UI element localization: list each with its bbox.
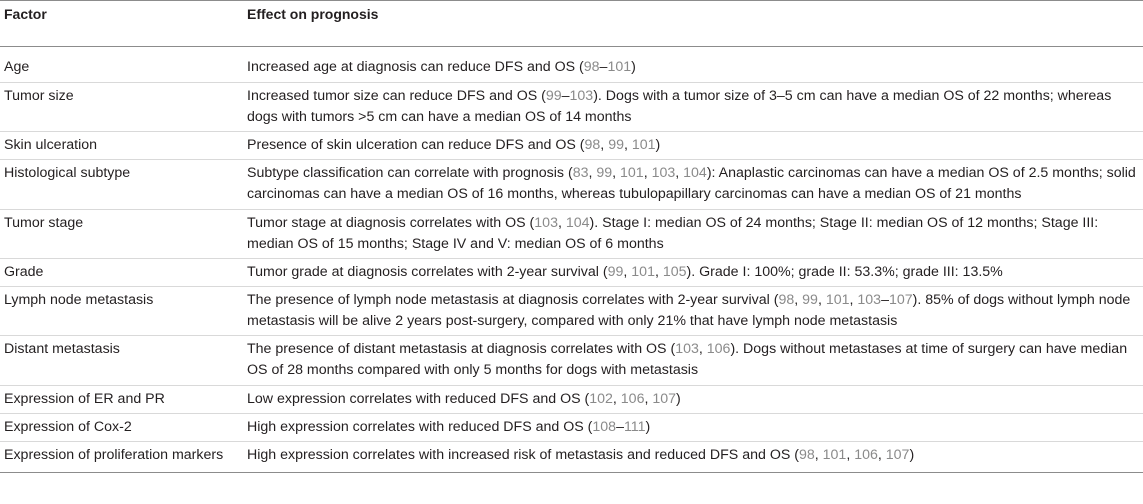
effect-cell	[247, 135, 1143, 156]
citation-link[interactable]: 101	[825, 292, 850, 308]
table-row	[0, 210, 1143, 259]
factor-cell: Expression of Cox-2	[4, 419, 132, 435]
citation-link[interactable]: 106	[620, 391, 645, 407]
effect-text: The presence of lymph node metastasis at diagnosis correlates with 2-year survival (	[247, 292, 779, 308]
effect-text: Subtype classification can correlate with prognosis (	[247, 165, 573, 181]
effect-text: –	[616, 419, 624, 435]
table-header	[0, 1, 1143, 47]
citation-link[interactable]: 107	[888, 292, 913, 308]
citation-link[interactable]: 103	[675, 341, 699, 357]
factor-cell: Skin ulceration	[4, 137, 98, 153]
citation-link[interactable]: 98	[584, 137, 601, 153]
effect-text: The presence of distant metastasis at diagnosis correlates with OS (	[247, 341, 676, 357]
citation-link[interactable]: 83	[572, 165, 589, 181]
citation-link[interactable]: 105	[662, 264, 687, 280]
citation-link[interactable]: 101	[607, 59, 632, 75]
effect-text: ,	[612, 165, 621, 181]
effect-text: Increased age at diagnosis can reduce DFS and OS (	[247, 59, 584, 75]
effect-cell	[247, 86, 1143, 128]
table-row	[0, 160, 1143, 210]
effect-text: ,	[698, 341, 707, 357]
effect-text: High expression correlates with reduced DFS and OS (	[247, 419, 593, 435]
citation-link[interactable]: 99	[608, 137, 624, 153]
table-body	[0, 47, 1143, 473]
effect-text: )	[645, 419, 651, 435]
effect-text: –	[561, 88, 570, 104]
effect-text: ). Stage I: median OS of 24 months; Stage II: median OS of 12 months; Stage III: median OS of 15 months; Stage IV and V: median OS of 6 months	[247, 215, 1099, 252]
citation-link[interactable]: 101	[631, 264, 655, 280]
effect-text: )	[909, 447, 915, 463]
effect-text: ,	[877, 447, 886, 463]
citation-link[interactable]: 99	[545, 88, 562, 104]
citation-link[interactable]: 101	[822, 447, 847, 463]
citation-link[interactable]: 107	[652, 391, 677, 407]
effect-cell	[247, 57, 1143, 78]
effect-cell	[247, 213, 1143, 255]
effect-text: ). Dogs without metastases at time of surgery can have median OS of 28 months compared with only 5 months for dogs with metastasis	[247, 341, 1128, 378]
effect-cell	[247, 290, 1143, 332]
table-row	[0, 287, 1143, 336]
effect-cell	[247, 339, 1143, 381]
citation-link[interactable]: 102	[589, 391, 613, 407]
effect-text: ,	[675, 165, 684, 181]
effect-cell	[247, 445, 1143, 466]
table-row	[0, 83, 1143, 132]
table-row	[0, 336, 1143, 386]
effect-text: ,	[817, 292, 826, 308]
effect-text: ). Dogs with a tumor size of 3–5 cm can have a median OS of 22 months; whereas dogs with tumors >5 cm can have a median OS of 14 months	[247, 88, 1112, 125]
effect-cell	[247, 417, 1143, 438]
effect-text: ,	[814, 447, 823, 463]
effect-text: –	[881, 292, 889, 308]
citation-link[interactable]: 99	[607, 264, 624, 280]
citation-link[interactable]: 103	[569, 88, 594, 104]
citation-link[interactable]: 106	[854, 447, 878, 463]
effect-cell	[247, 163, 1143, 205]
effect-text: –	[599, 59, 608, 75]
citation-link[interactable]: 99	[802, 292, 818, 308]
citation-link[interactable]: 107	[885, 447, 910, 463]
citation-link[interactable]: 104	[683, 165, 707, 181]
effect-text: Presence of skin ulceration can reduce DFS and OS (	[247, 137, 585, 153]
factor-cell: Distant metastasis	[4, 341, 120, 357]
effect-text: ,	[643, 165, 652, 181]
effect-text: ,	[644, 391, 653, 407]
effect-text: ,	[600, 137, 609, 153]
factor-cell: Expression of ER and PR	[4, 391, 165, 407]
effect-text: ,	[654, 264, 663, 280]
effect-text: Tumor stage at diagnosis correlates with OS (	[247, 215, 535, 231]
effect-text: ,	[612, 391, 621, 407]
citation-link[interactable]: 101	[620, 165, 644, 181]
citation-link[interactable]: 103	[857, 292, 882, 308]
table-row	[0, 259, 1143, 287]
citation-link[interactable]: 104	[565, 215, 590, 231]
effect-text: ,	[557, 215, 566, 231]
citation-link[interactable]: 101	[631, 137, 656, 153]
factor-cell: Expression of proliferation markers	[4, 447, 224, 463]
effect-text: ). 85% of dogs without lymph node metastasis will be alive 2 years post-surgery, compared with only 21% that have lymph node metastasis	[247, 292, 1131, 329]
citation-link[interactable]: 99	[596, 165, 613, 181]
citation-link[interactable]: 106	[706, 341, 731, 357]
effect-text: Increased tumor size can reduce DFS and OS (	[247, 88, 546, 104]
effect-text: ,	[623, 137, 632, 153]
effect-text: ,	[794, 292, 803, 308]
citation-link[interactable]: 98	[778, 292, 795, 308]
header-effect: Effect on prognosis	[247, 6, 379, 22]
citation-link[interactable]: 103	[651, 165, 676, 181]
effect-cell	[247, 389, 1143, 410]
factor-cell: Grade	[4, 264, 44, 280]
factor-cell: Tumor stage	[4, 215, 84, 231]
effect-text: ,	[588, 165, 597, 181]
table-row	[0, 132, 1143, 160]
citation-link[interactable]: 98	[583, 59, 600, 75]
effect-text: High expression correlates with increased risk of metastasis and reduced DFS and OS (	[247, 447, 799, 463]
citation-link[interactable]: 111	[623, 419, 646, 435]
factor-cell: Age	[4, 59, 30, 75]
citation-link[interactable]: 108	[592, 419, 617, 435]
effect-text: ,	[846, 447, 855, 463]
factor-cell: Tumor size	[4, 88, 74, 104]
effect-text: )	[631, 59, 636, 75]
citation-link[interactable]: 103	[534, 215, 558, 231]
table-row	[0, 414, 1143, 442]
effect-cell	[247, 262, 1143, 283]
effect-text: Low expression correlates with reduced DFS and OS (	[247, 391, 590, 407]
effect-text: ). Grade I: 100%; grade II: 53.3%; grade III: 13.5%	[686, 264, 1003, 280]
citation-link[interactable]: 98	[798, 447, 815, 463]
effect-text: ,	[849, 292, 858, 308]
factor-cell: Lymph node metastasis	[4, 292, 154, 308]
factor-cell: Histological subtype	[4, 165, 131, 181]
table-row	[0, 47, 1143, 83]
table-row	[0, 386, 1143, 414]
effect-text: )	[676, 391, 681, 407]
header-factor: Factor	[4, 6, 47, 22]
effect-text: ): Anaplastic carcinomas can have a median OS of 2.5 months; solid carcinomas can have a median OS of 16 months, whereas tubulopapillary carcinomas can have a median OS of 21 months	[247, 165, 1136, 202]
effect-text: Tumor grade at diagnosis correlates with 2-year survival (	[247, 264, 608, 280]
table-row	[0, 442, 1143, 473]
effect-text: )	[655, 137, 661, 153]
effect-text: ,	[623, 264, 632, 280]
